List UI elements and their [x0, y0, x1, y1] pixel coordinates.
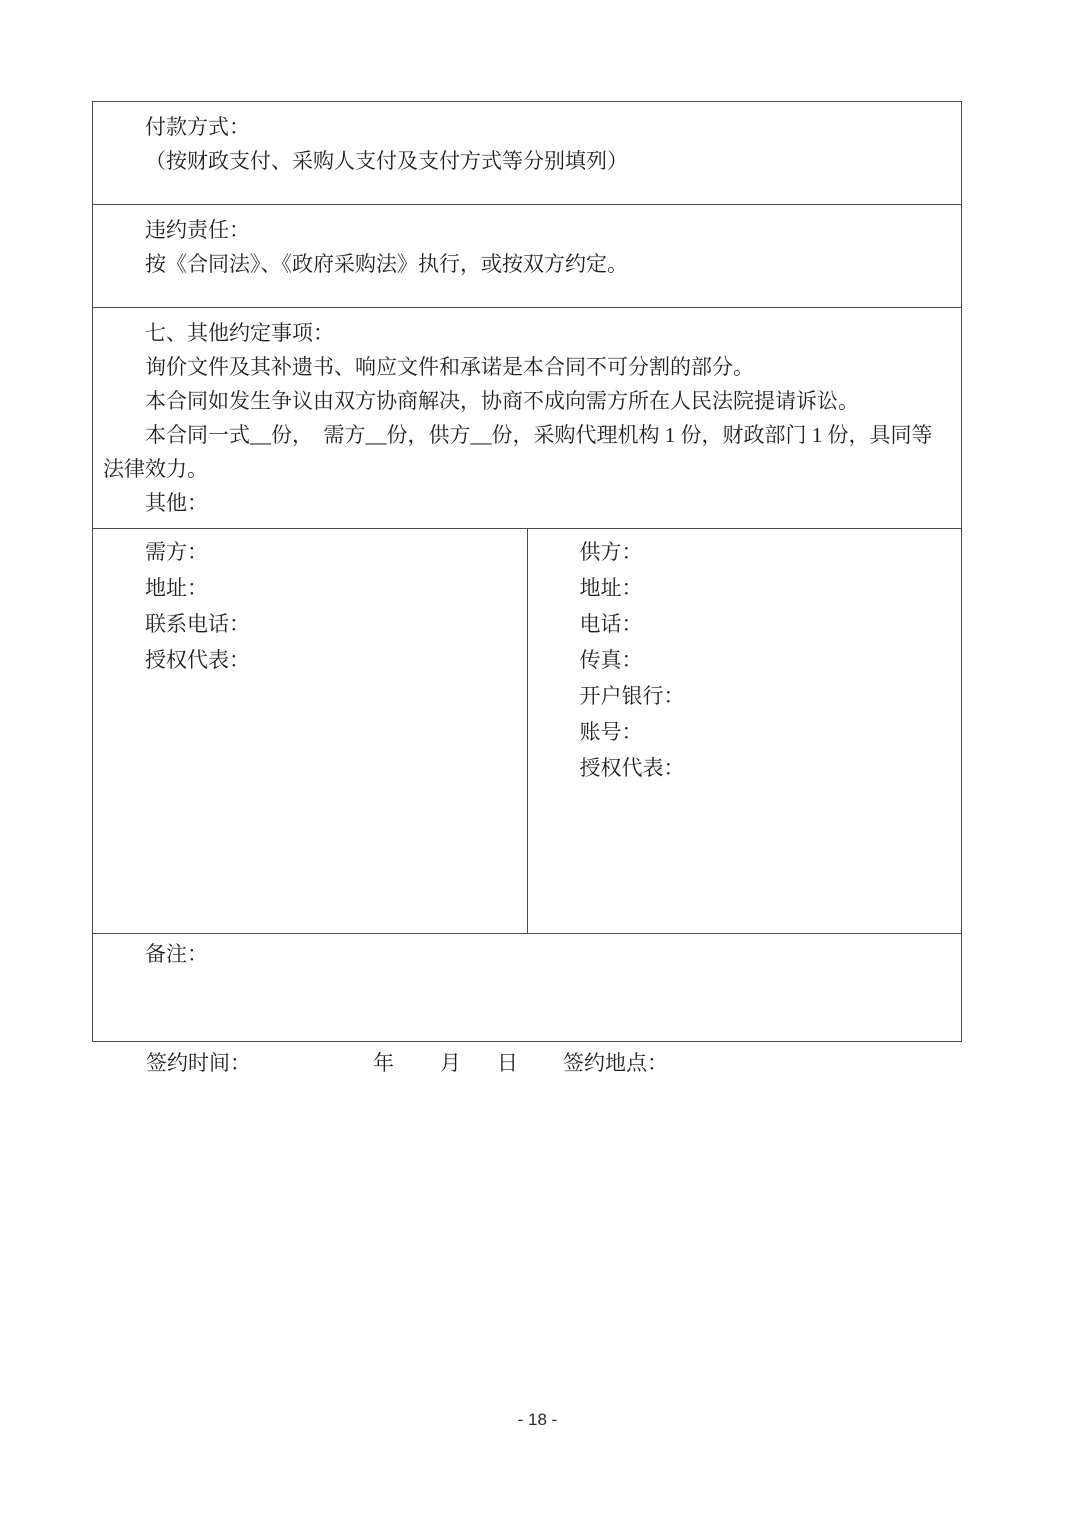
breach-liability-body: 按《合同法》、《政府采购法》执行，或按双方约定。: [145, 252, 628, 276]
supplier-fax-label: 传真：: [579, 648, 643, 672]
remarks-row: [93, 934, 962, 1042]
buyer-cell: [93, 529, 528, 934]
payment-row: [93, 102, 962, 205]
supplier-rep-label: 授权代表：: [579, 756, 685, 780]
other-terms-cell: [93, 308, 962, 529]
buyer-label: 需方：: [145, 540, 208, 564]
other-terms-heading: 七、其他约定事项：: [145, 321, 334, 345]
breach-liability-label: 违约责任：: [145, 218, 250, 242]
buyer-address-label: 地址：: [145, 576, 208, 600]
remarks-label: 备注：: [145, 942, 208, 966]
buyer-phone-label: 联系电话：: [145, 612, 250, 636]
day-label: 日: [497, 1051, 518, 1075]
remarks-cell: [93, 934, 962, 1042]
payment-method-label: 付款方式：: [145, 115, 250, 139]
supplier-label: 供方：: [579, 540, 643, 564]
supplier-address-label: 地址：: [579, 576, 643, 600]
month-label: 月: [440, 1051, 461, 1075]
other-label: 其他：: [145, 491, 208, 515]
copies-clause-line2: 法律效力。: [103, 457, 208, 481]
payment-method-note: （按财政支付、采购人支付及支付方式等分别填列）: [145, 149, 628, 173]
breach-cell: [93, 205, 962, 308]
dispute-clause: 本合同如发生争议由双方协商解决，协商不成向需方所在人民法院提请诉讼。: [145, 389, 859, 413]
page-number: - 18 -: [517, 1410, 558, 1429]
supplier-account-label: 账号：: [579, 720, 643, 744]
inquiry-docs-clause: 询价文件及其补遗书、响应文件和承诺是本合同不可分割的部分。: [145, 355, 754, 379]
contract-table: [92, 101, 962, 1042]
supplier-cell: [527, 529, 962, 934]
signing-line: [146, 1046, 668, 1080]
year-label: 年: [373, 1051, 394, 1075]
supplier-bank-label: 开户银行：: [579, 684, 685, 708]
parties-row: [93, 529, 962, 934]
other-terms-row: [93, 308, 962, 529]
payment-cell: [93, 102, 962, 205]
copies-clause-line1: 本合同一式__份， 需方__份，供方__份，采购代理机构 1 份，财政部门 1 份，具同等: [145, 423, 933, 447]
buyer-rep-label: 授权代表：: [145, 648, 250, 672]
supplier-phone-label: 电话：: [579, 612, 643, 636]
breach-row: [93, 205, 962, 308]
signing-time-label: 签约时间：: [146, 1051, 251, 1075]
signing-place-label: 签约地点：: [563, 1051, 668, 1075]
